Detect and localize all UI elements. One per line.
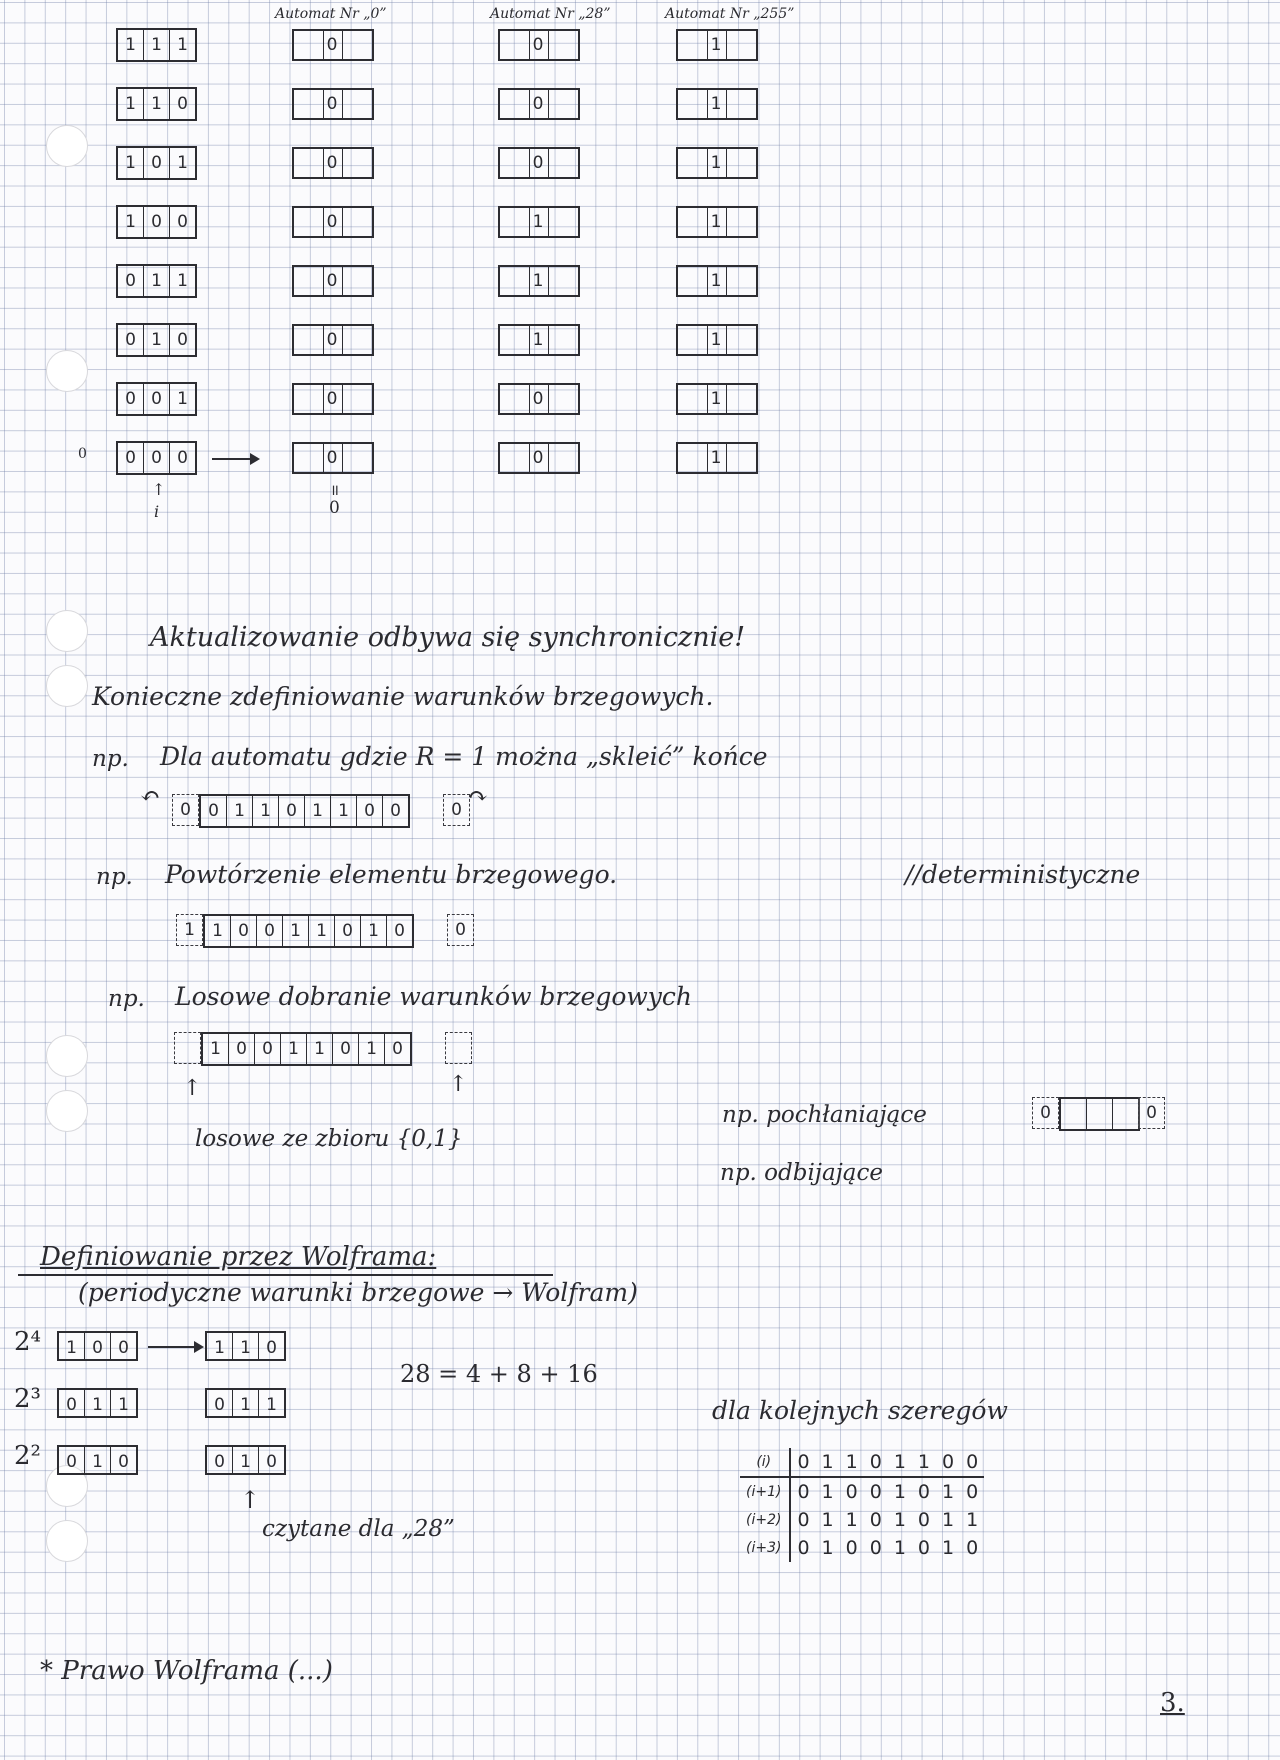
power-input bbox=[57, 1331, 138, 1361]
sequence-value: 0 bbox=[869, 1537, 882, 1559]
ex4-text: np. pochłaniające bbox=[722, 1102, 927, 1128]
cell: 1 bbox=[118, 148, 144, 178]
cell: 1 bbox=[118, 89, 144, 119]
cell: 0 bbox=[201, 796, 227, 826]
sequence-row-label: (i+1) bbox=[740, 1477, 790, 1506]
rule-output-a255 bbox=[676, 147, 758, 179]
row-mark: 0 bbox=[78, 446, 87, 462]
cell: 1 bbox=[305, 796, 331, 826]
sequence-value: 0 bbox=[797, 1537, 810, 1559]
sequence-value: 0 bbox=[966, 1537, 979, 1559]
output-value: 1 bbox=[710, 330, 722, 350]
up-arrow-icon: ↑ bbox=[240, 1486, 261, 1514]
rule-output-a0 bbox=[292, 29, 374, 61]
cell: 1 bbox=[144, 89, 170, 119]
cell: 1 bbox=[331, 796, 357, 826]
ex3-prefix: np. bbox=[108, 986, 145, 1012]
sequence-value: 1 bbox=[845, 1509, 858, 1531]
output-value: 0 bbox=[326, 153, 338, 173]
output-value: 1 bbox=[532, 212, 544, 232]
sequence-table bbox=[740, 1448, 984, 1562]
ex3-pad-right bbox=[445, 1032, 472, 1064]
rule-output-a0 bbox=[292, 206, 374, 238]
section-subtitle: (periodyczne warunki brzegowe → Wolfram) bbox=[78, 1278, 638, 1307]
rule-output-a255 bbox=[676, 324, 758, 356]
sequence-value: 0 bbox=[845, 1537, 858, 1559]
cell: 0 bbox=[335, 916, 361, 946]
cell: 1 bbox=[281, 1034, 307, 1064]
up-arrow-icon: ↑ bbox=[152, 480, 166, 499]
ex2-cells bbox=[203, 914, 414, 948]
cell: 0 bbox=[118, 266, 144, 296]
ex5-text: np. odbijające bbox=[720, 1160, 883, 1186]
ex4-cells bbox=[1059, 1097, 1140, 1131]
cell: 1 bbox=[359, 1034, 385, 1064]
ex2-prefix: np. bbox=[96, 864, 133, 890]
output-value: 0 bbox=[326, 35, 338, 55]
power-output bbox=[205, 1331, 286, 1361]
cell: 1 bbox=[144, 266, 170, 296]
rule-output-a0 bbox=[292, 383, 374, 415]
binder-hole bbox=[46, 610, 88, 652]
ex1-prefix: np. bbox=[92, 746, 129, 772]
sequence-row bbox=[740, 1506, 984, 1534]
ex3-text: Losowe dobranie warunków brzegowych bbox=[175, 982, 693, 1011]
cell: 0 bbox=[144, 207, 170, 237]
read-label: czytane dla „28” bbox=[262, 1516, 455, 1542]
cell: 1 bbox=[253, 796, 279, 826]
cell: 0 bbox=[144, 384, 170, 414]
cell: 0 bbox=[207, 1447, 233, 1473]
sequence-value: 1 bbox=[840, 1448, 864, 1477]
ex2-pad-right: 0 bbox=[447, 914, 474, 946]
sequence-row-label: (i) bbox=[740, 1448, 790, 1477]
sequence-row-label: (i+3) bbox=[740, 1534, 790, 1562]
sequence-value: 1 bbox=[942, 1509, 955, 1531]
ex3-pad-left bbox=[174, 1032, 201, 1064]
rule-output-a255 bbox=[676, 442, 758, 474]
sequence-value: 1 bbox=[821, 1509, 834, 1531]
cell: 0 bbox=[118, 1338, 129, 1358]
sequence-value: 0 bbox=[917, 1509, 931, 1531]
power-label: 2⁴ bbox=[14, 1327, 41, 1357]
cell: 0 bbox=[257, 916, 283, 946]
sequence-value: 1 bbox=[912, 1448, 936, 1477]
rule-output-a0 bbox=[292, 88, 374, 120]
sequence-row bbox=[740, 1477, 984, 1506]
cell: 1 bbox=[118, 1395, 129, 1415]
rule-output-a28 bbox=[498, 206, 580, 238]
sequence-value: 1 bbox=[893, 1509, 906, 1531]
power-arrow bbox=[148, 1346, 202, 1348]
output-value: 1 bbox=[710, 389, 722, 409]
sequence-value: 0 bbox=[936, 1448, 960, 1477]
random-label: losowe ze zbioru {0,1} bbox=[195, 1126, 463, 1152]
sequence-value: 1 bbox=[821, 1537, 834, 1559]
rule-output-a28 bbox=[498, 265, 580, 297]
ex4-pad-left: 0 bbox=[1032, 1097, 1059, 1129]
cell: 0 bbox=[85, 1333, 111, 1359]
cell: 1 bbox=[118, 207, 144, 237]
section-title: Definiowanie przez Wolframa: bbox=[40, 1242, 437, 1272]
binder-hole bbox=[46, 1090, 88, 1132]
rule-output-a28 bbox=[498, 383, 580, 415]
ex4-pad-right: 0 bbox=[1138, 1097, 1165, 1129]
cell: 1 bbox=[177, 153, 188, 173]
cell: 0 bbox=[177, 448, 188, 468]
ex1-pad-right: 0 bbox=[443, 794, 470, 826]
cell: 1 bbox=[59, 1333, 85, 1359]
cell: 0 bbox=[255, 1034, 281, 1064]
power-input bbox=[57, 1388, 138, 1418]
power-label: 2² bbox=[14, 1441, 41, 1471]
rule-output-a28 bbox=[498, 324, 580, 356]
power-label: 2³ bbox=[14, 1384, 41, 1414]
binder-hole bbox=[46, 1035, 88, 1077]
ex1-cells bbox=[199, 794, 410, 828]
output-value: 0 bbox=[326, 389, 338, 409]
up-arrow-icon: ↑ bbox=[183, 1076, 202, 1101]
sequence-value: 0 bbox=[864, 1448, 888, 1477]
sequence-value: 0 bbox=[917, 1481, 931, 1503]
cell: 0 bbox=[177, 94, 188, 114]
binder-hole bbox=[46, 350, 88, 392]
output-value: 1 bbox=[710, 212, 722, 232]
output-value: 0 bbox=[532, 389, 544, 409]
section-underline bbox=[18, 1274, 553, 1276]
rule-input bbox=[116, 146, 197, 180]
cell: 0 bbox=[229, 1034, 255, 1064]
output-value: 0 bbox=[532, 448, 544, 468]
cell: 1 bbox=[85, 1447, 111, 1473]
sequence-value: 1 bbox=[966, 1509, 979, 1531]
cell: 1 bbox=[144, 325, 170, 355]
zero-mark: 0 bbox=[329, 498, 340, 518]
cell: 1 bbox=[227, 796, 253, 826]
cell: 1 bbox=[144, 30, 170, 60]
cell: 1 bbox=[283, 916, 309, 946]
sequence-value: 1 bbox=[893, 1537, 906, 1559]
rule-input bbox=[116, 205, 197, 239]
rule-output-a0 bbox=[292, 324, 374, 356]
cell: 0 bbox=[333, 1034, 359, 1064]
output-value: 0 bbox=[326, 94, 338, 114]
cell: 1 bbox=[361, 916, 387, 946]
rule-input bbox=[116, 28, 197, 62]
rule-output-a255 bbox=[676, 88, 758, 120]
output-value: 0 bbox=[326, 271, 338, 291]
footer-note: * Prawo Wolframa (...) bbox=[40, 1656, 333, 1686]
power-output bbox=[205, 1445, 286, 1475]
cell: 0 bbox=[279, 796, 305, 826]
output-value: 0 bbox=[532, 94, 544, 114]
sequence-value: 0 bbox=[917, 1537, 931, 1559]
cell: 1 bbox=[233, 1333, 259, 1359]
output-value: 0 bbox=[532, 35, 544, 55]
wrap-left-icon: ↶ bbox=[140, 782, 161, 810]
cell: 1 bbox=[203, 1034, 229, 1064]
boundary-line: Konieczne zdefiniowanie warunków brzegowych. bbox=[92, 682, 714, 711]
output-value: 1 bbox=[532, 330, 544, 350]
rule-input bbox=[116, 441, 197, 475]
output-value: 1 bbox=[710, 448, 722, 468]
output-value: 1 bbox=[710, 35, 722, 55]
cell: 0 bbox=[394, 921, 405, 941]
cell: 0 bbox=[177, 212, 188, 232]
cell: 1 bbox=[177, 271, 188, 291]
sum-equation: 28 = 4 + 8 + 16 bbox=[400, 1360, 598, 1388]
equals-icon: ॥ bbox=[330, 481, 339, 499]
power-input bbox=[57, 1445, 138, 1475]
cell: 0 bbox=[59, 1447, 85, 1473]
cell: 1 bbox=[266, 1395, 277, 1415]
sequence-row bbox=[740, 1448, 984, 1477]
sequence-value: 0 bbox=[966, 1481, 979, 1503]
sequence-value: 1 bbox=[893, 1481, 906, 1503]
cell: 1 bbox=[233, 1447, 259, 1473]
rule-output-a0 bbox=[292, 265, 374, 297]
cell: 0 bbox=[357, 796, 383, 826]
binder-hole bbox=[46, 1520, 88, 1562]
sequence-row-label: (i+2) bbox=[740, 1506, 790, 1534]
wrap-right-icon: ↷ bbox=[468, 782, 489, 810]
i-mark: i bbox=[154, 502, 160, 521]
page-number: 3. bbox=[1160, 1688, 1185, 1718]
cell: 0 bbox=[390, 801, 401, 821]
sequence-value: 1 bbox=[942, 1481, 955, 1503]
ex2-note: //deterministyczne bbox=[905, 860, 1141, 889]
cell: 1 bbox=[309, 916, 335, 946]
sequence-value: 1 bbox=[942, 1537, 955, 1559]
sequence-value: 1 bbox=[816, 1448, 840, 1477]
ex3-cells bbox=[201, 1032, 412, 1066]
output-value: 1 bbox=[710, 153, 722, 173]
up-arrow-icon: ↑ bbox=[449, 1072, 468, 1097]
sequence-value: 0 bbox=[845, 1481, 858, 1503]
cell: 1 bbox=[177, 35, 188, 55]
cell: 1 bbox=[233, 1390, 259, 1416]
sequence-row bbox=[740, 1534, 984, 1562]
ex1-pad-left: 0 bbox=[172, 794, 199, 826]
rule-output-a0 bbox=[292, 442, 374, 474]
rule-input bbox=[116, 264, 197, 298]
rule-output-a0 bbox=[292, 147, 374, 179]
sequence-value: 0 bbox=[790, 1448, 815, 1477]
cell: 0 bbox=[59, 1390, 85, 1416]
cell: 0 bbox=[231, 916, 257, 946]
rule-output-a28 bbox=[498, 29, 580, 61]
sequence-value: 0 bbox=[960, 1448, 984, 1477]
sequence-value: 0 bbox=[797, 1481, 810, 1503]
cell: 0 bbox=[118, 325, 144, 355]
automaton-header-255: Automat Nr „255” bbox=[665, 6, 795, 22]
cell: 0 bbox=[144, 443, 170, 473]
sequence-value: 1 bbox=[821, 1481, 834, 1503]
sequence-value: 0 bbox=[869, 1481, 882, 1503]
sequence-value: 1 bbox=[888, 1448, 912, 1477]
ex2-text: Powtórzenie elementu brzegowego. bbox=[165, 860, 618, 889]
cell: 0 bbox=[266, 1338, 277, 1358]
output-value: 0 bbox=[326, 330, 338, 350]
rule-output-a28 bbox=[498, 442, 580, 474]
rule-arrow bbox=[212, 458, 258, 460]
cell: 1 bbox=[85, 1390, 111, 1416]
ex2-pad-left: 1 bbox=[176, 914, 203, 946]
cell: 1 bbox=[177, 389, 188, 409]
output-value: 0 bbox=[326, 212, 338, 232]
cell: 1 bbox=[205, 916, 231, 946]
cell: 0 bbox=[266, 1452, 277, 1472]
rule-output-a255 bbox=[676, 29, 758, 61]
output-value: 0 bbox=[326, 448, 338, 468]
rule-output-a255 bbox=[676, 206, 758, 238]
automaton-header-0: Automat Nr „0” bbox=[275, 6, 387, 22]
output-value: 1 bbox=[532, 271, 544, 291]
rule-output-a255 bbox=[676, 265, 758, 297]
rule-input bbox=[116, 382, 197, 416]
output-value: 0 bbox=[532, 153, 544, 173]
ex1-text: Dla automatu gdzie R = 1 można „skleić” końce bbox=[160, 742, 768, 771]
binder-hole bbox=[46, 665, 88, 707]
binder-hole bbox=[46, 125, 88, 167]
cell: 1 bbox=[207, 1333, 233, 1359]
rule-input bbox=[116, 323, 197, 357]
sync-line: Aktualizowanie odbywa się synchronicznie! bbox=[150, 622, 746, 653]
cell: 1 bbox=[307, 1034, 333, 1064]
sequence-value: 0 bbox=[797, 1509, 810, 1531]
cell: 0 bbox=[118, 443, 144, 473]
automaton-header-28: Automat Nr „28” bbox=[490, 6, 611, 22]
cell: 0 bbox=[207, 1390, 233, 1416]
sequence-title: dla kolejnych szeregów bbox=[712, 1396, 1008, 1425]
output-value: 1 bbox=[710, 271, 722, 291]
cell: 0 bbox=[392, 1039, 403, 1059]
cell: 0 bbox=[177, 330, 188, 350]
rule-output-a28 bbox=[498, 147, 580, 179]
sequence-value: 0 bbox=[869, 1509, 882, 1531]
output-value: 1 bbox=[710, 94, 722, 114]
cell: 0 bbox=[118, 384, 144, 414]
cell: 0 bbox=[144, 148, 170, 178]
rule-input bbox=[116, 87, 197, 121]
power-output bbox=[205, 1388, 286, 1418]
cell: 0 bbox=[118, 1452, 129, 1472]
rule-output-a28 bbox=[498, 88, 580, 120]
cell: 1 bbox=[118, 30, 144, 60]
rule-output-a255 bbox=[676, 383, 758, 415]
